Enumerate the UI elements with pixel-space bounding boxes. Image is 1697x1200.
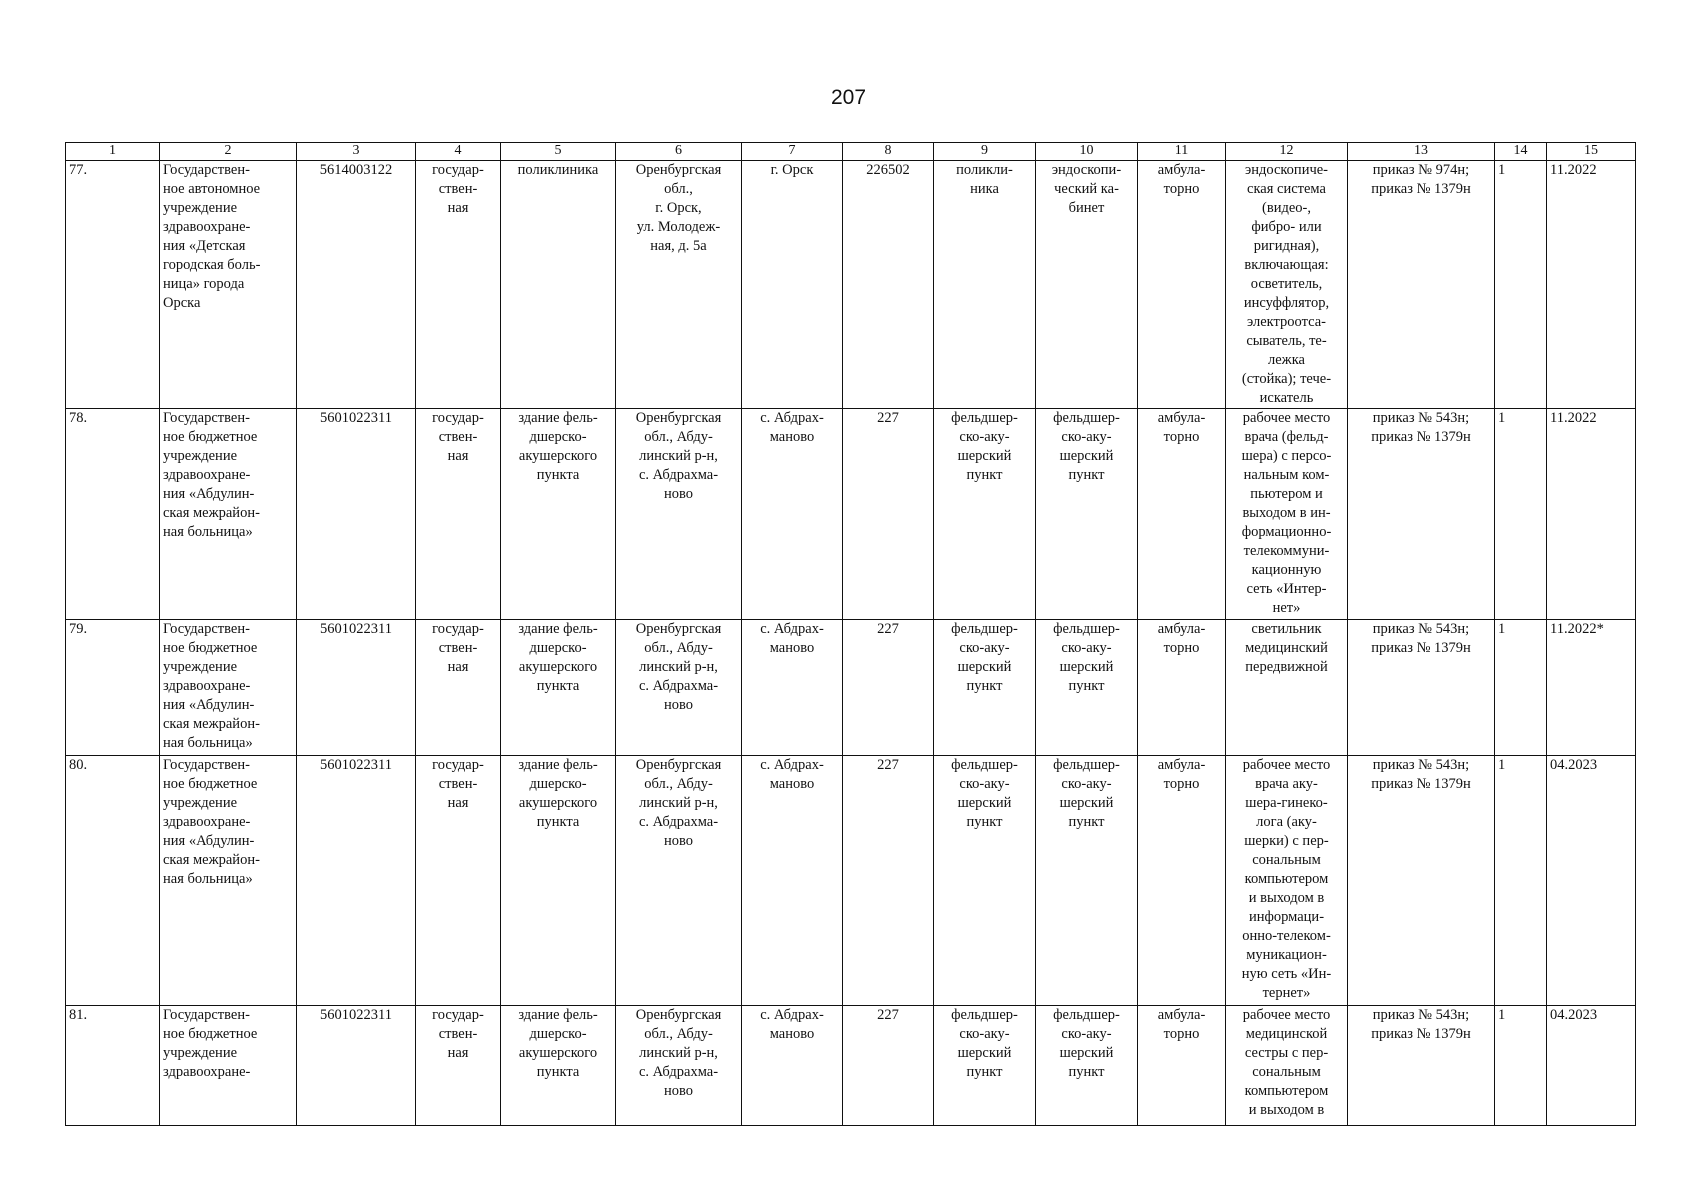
- unit-name-cell: [934, 620, 1036, 756]
- column-header: 13: [1348, 143, 1495, 161]
- room-name: фельдшер- ско-аку- шерский пункт: [1053, 410, 1120, 483]
- table-row: [66, 161, 1636, 409]
- table-row: [66, 756, 1636, 1006]
- inn-code: 5601022311: [320, 410, 392, 426]
- equipment-name-cell: [1226, 756, 1348, 1006]
- delivery-date-cell: [1547, 161, 1636, 409]
- room-name-cell: [1036, 409, 1138, 620]
- room-name-cell: [1036, 756, 1138, 1006]
- ownership-form-cell: [416, 161, 501, 409]
- order-reference-cell: [1348, 409, 1495, 620]
- territory-code-cell: [843, 161, 934, 409]
- quantity-cell: [1495, 1006, 1547, 1126]
- address: Оренбургская обл., Абду- линский р-н, с. Абдрахма- ново: [635, 410, 722, 502]
- territory-code: 227: [877, 621, 899, 637]
- column-number-row: [66, 143, 1636, 161]
- locality: с. Абдрах- маново: [760, 1007, 824, 1042]
- locality-cell: [742, 620, 843, 756]
- care-form: амбула- торно: [1157, 1007, 1206, 1042]
- building-type: поликлиника: [517, 162, 599, 178]
- delivery-date: 11.2022*: [1550, 621, 1604, 637]
- column-header: 11: [1138, 143, 1226, 161]
- column-header: 10: [1036, 143, 1138, 161]
- building-type: здание фель- дшерско- акушерского пункта: [518, 757, 598, 830]
- inn-code: 5601022311: [320, 757, 392, 773]
- order-reference-cell: [1348, 756, 1495, 1006]
- column-header: 12: [1226, 143, 1348, 161]
- table-row: [66, 409, 1636, 620]
- document-table: [65, 142, 1636, 1126]
- room-name: фельдшер- ско-аку- шерский пункт: [1053, 1007, 1120, 1080]
- care-form: амбула- торно: [1157, 621, 1206, 656]
- delivery-date: 04.2023: [1550, 1007, 1598, 1023]
- column-header: 15: [1547, 143, 1636, 161]
- inn-code: 5601022311: [320, 621, 392, 637]
- locality-cell: [742, 409, 843, 620]
- organization-name: Государствен- ное бюджетное учреждение здравоохране- ния «Абдулин- ская межрайон- ная больница»: [163, 621, 260, 751]
- building-type-cell: [501, 620, 616, 756]
- column-header: 14: [1495, 143, 1547, 161]
- table-body: [66, 161, 1636, 1126]
- order-reference: приказ № 543н; приказ № 1379н: [1371, 410, 1471, 445]
- inn-code-cell: [297, 161, 416, 409]
- order-reference-cell: [1348, 161, 1495, 409]
- equipment-name-cell: [1226, 1006, 1348, 1126]
- ownership-form-cell: [416, 1006, 501, 1126]
- locality-cell: [742, 161, 843, 409]
- page-number: 207: [830, 86, 867, 109]
- ownership-form: государ- ствен- ная: [432, 410, 484, 464]
- locality-cell: [742, 1006, 843, 1126]
- organization-name-cell: [160, 161, 297, 409]
- row-number: 80.: [69, 757, 88, 773]
- care-form: амбула- торно: [1157, 757, 1206, 792]
- table-row: [66, 1006, 1636, 1126]
- unit-name: фельдшер- ско-аку- шерский пункт: [951, 410, 1018, 483]
- address: Оренбургская обл., Абду- линский р-н, с. Абдрахма- ново: [635, 757, 722, 849]
- address-cell: [616, 409, 742, 620]
- unit-name-cell: [934, 161, 1036, 409]
- quantity-cell: [1495, 620, 1547, 756]
- equipment-name: рабочее место медицинской сестры с пер- сональным компьютером и выходом в: [1242, 1007, 1331, 1118]
- organization-name-cell: [160, 1006, 297, 1126]
- column-header: 5: [501, 143, 616, 161]
- column-header: 1: [66, 143, 160, 161]
- equipment-name: рабочее место врача аку- шера-гинеко- лога (аку- шерки) с пер- сональным компьютером и выходом в информаци- онно-телеком- муникацион- ную сеть «Ин- тернет»: [1241, 757, 1332, 1001]
- building-type-cell: [501, 409, 616, 620]
- unit-name: фельдшер- ско-аку- шерский пункт: [951, 621, 1018, 694]
- territory-code-cell: [843, 620, 934, 756]
- room-name-cell: [1036, 161, 1138, 409]
- quantity: 1: [1498, 621, 1506, 637]
- care-form-cell: [1138, 620, 1226, 756]
- territory-code-cell: [843, 756, 934, 1006]
- unit-name-cell: [934, 409, 1036, 620]
- column-header: 9: [934, 143, 1036, 161]
- inn-code: 5601022311: [320, 1007, 392, 1023]
- care-form: амбула- торно: [1157, 410, 1206, 445]
- delivery-date-cell: [1547, 1006, 1636, 1126]
- order-reference: приказ № 543н; приказ № 1379н: [1371, 621, 1471, 656]
- organization-name-cell: [160, 620, 297, 756]
- column-header: 7: [742, 143, 843, 161]
- quantity: 1: [1498, 1007, 1506, 1023]
- row-number-cell: [66, 620, 160, 756]
- quantity: 1: [1498, 757, 1506, 773]
- column-header: 2: [160, 143, 297, 161]
- address-cell: [616, 756, 742, 1006]
- locality: г. Орск: [770, 162, 814, 178]
- order-reference-cell: [1348, 1006, 1495, 1126]
- address: Оренбургская обл., г. Орск, ул. Молодеж- ная, д. 5а: [635, 162, 722, 254]
- inn-code-cell: [297, 756, 416, 1006]
- inn-code: 5614003122: [319, 162, 393, 178]
- organization-name: Государствен- ное автономное учреждение здравоохране- ния «Детская городская боль- ница» города Орска: [163, 162, 261, 311]
- care-form-cell: [1138, 409, 1226, 620]
- ownership-form: государ- ствен- ная: [432, 621, 484, 675]
- building-type-cell: [501, 161, 616, 409]
- building-type: здание фель- дшерско- акушерского пункта: [518, 410, 598, 483]
- column-header: 4: [416, 143, 501, 161]
- building-type: здание фель- дшерско- акушерского пункта: [518, 1007, 598, 1080]
- territory-code: 227: [877, 410, 899, 426]
- organization-name: Государствен- ное бюджетное учреждение здравоохране-: [163, 1007, 258, 1080]
- equipment-name-cell: [1226, 409, 1348, 620]
- address-cell: [616, 1006, 742, 1126]
- organization-name-cell: [160, 756, 297, 1006]
- equipment-name-cell: [1226, 161, 1348, 409]
- unit-name-cell: [934, 756, 1036, 1006]
- unit-name: фельдшер- ско-аку- шерский пункт: [951, 757, 1018, 830]
- quantity-cell: [1495, 409, 1547, 620]
- organization-name: Государствен- ное бюджетное учреждение здравоохране- ния «Абдулин- ская межрайон- ная больница»: [163, 410, 260, 540]
- row-number: 77.: [69, 162, 88, 178]
- column-header: 6: [616, 143, 742, 161]
- row-number: 79.: [69, 621, 88, 637]
- delivery-date-cell: [1547, 756, 1636, 1006]
- locality-cell: [742, 756, 843, 1006]
- inn-code-cell: [297, 1006, 416, 1126]
- equipment-name: рабочее место врача (фельд- шера) с персо- нальным ком- пьютером и выходом в ин- формационно- телекоммуни- кационную сеть «Интер- нет»: [1241, 410, 1332, 616]
- territory-code: 226502: [866, 162, 910, 178]
- organization-name-cell: [160, 409, 297, 620]
- delivery-date: 04.2023: [1550, 757, 1598, 773]
- care-form-cell: [1138, 161, 1226, 409]
- row-number: 78.: [69, 410, 88, 426]
- ownership-form-cell: [416, 620, 501, 756]
- care-form: амбула- торно: [1157, 162, 1206, 197]
- address-cell: [616, 161, 742, 409]
- quantity: 1: [1498, 410, 1506, 426]
- room-name-cell: [1036, 620, 1138, 756]
- delivery-date-cell: [1547, 409, 1636, 620]
- care-form-cell: [1138, 1006, 1226, 1126]
- address: Оренбургская обл., Абду- линский р-н, с. Абдрахма- ново: [635, 1007, 722, 1099]
- territory-code-cell: [843, 409, 934, 620]
- locality: с. Абдрах- маново: [760, 410, 824, 445]
- unit-name: фельдшер- ско-аку- шерский пункт: [951, 1007, 1018, 1080]
- room-name-cell: [1036, 1006, 1138, 1126]
- territory-code: 227: [877, 1007, 899, 1023]
- order-reference: приказ № 974н; приказ № 1379н: [1371, 162, 1471, 197]
- locality: с. Абдрах- маново: [760, 757, 824, 792]
- row-number: 81.: [69, 1007, 88, 1023]
- unit-name: поликли- ника: [956, 162, 1013, 197]
- ownership-form: государ- ствен- ная: [432, 162, 484, 216]
- quantity: 1: [1498, 162, 1506, 178]
- building-type-cell: [501, 1006, 616, 1126]
- room-name: фельдшер- ско-аку- шерский пункт: [1053, 621, 1120, 694]
- order-reference: приказ № 543н; приказ № 1379н: [1371, 1007, 1471, 1042]
- care-form-cell: [1138, 756, 1226, 1006]
- ownership-form-cell: [416, 409, 501, 620]
- room-name: эндоскопи- ческий ка- бинет: [1051, 162, 1122, 216]
- delivery-date: 11.2022: [1550, 162, 1597, 178]
- quantity-cell: [1495, 756, 1547, 1006]
- column-header: 8: [843, 143, 934, 161]
- column-header: 3: [297, 143, 416, 161]
- row-number-cell: [66, 1006, 160, 1126]
- quantity-cell: [1495, 161, 1547, 409]
- address: Оренбургская обл., Абду- линский р-н, с. Абдрахма- ново: [635, 621, 722, 713]
- unit-name-cell: [934, 1006, 1036, 1126]
- ownership-form: государ- ствен- ная: [432, 757, 484, 811]
- order-reference: приказ № 543н; приказ № 1379н: [1371, 757, 1471, 792]
- inn-code-cell: [297, 620, 416, 756]
- row-number-cell: [66, 409, 160, 620]
- equipment-name-cell: [1226, 620, 1348, 756]
- delivery-date-cell: [1547, 620, 1636, 756]
- inn-code-cell: [297, 409, 416, 620]
- delivery-date: 11.2022: [1550, 410, 1597, 426]
- table-row: [66, 620, 1636, 756]
- building-type: здание фель- дшерско- акушерского пункта: [518, 621, 598, 694]
- row-number-cell: [66, 756, 160, 1006]
- address-cell: [616, 620, 742, 756]
- row-number-cell: [66, 161, 160, 409]
- ownership-form-cell: [416, 756, 501, 1006]
- locality: с. Абдрах- маново: [760, 621, 824, 656]
- equipment-name: светильник медицинский передвижной: [1245, 621, 1328, 675]
- ownership-form: государ- ствен- ная: [432, 1007, 484, 1061]
- building-type-cell: [501, 756, 616, 1006]
- order-reference-cell: [1348, 620, 1495, 756]
- room-name: фельдшер- ско-аку- шерский пункт: [1053, 757, 1120, 830]
- territory-code-cell: [843, 1006, 934, 1126]
- territory-code: 227: [877, 757, 899, 773]
- equipment-name: эндоскопиче- ская система (видео-, фибро- или ригидная), включающая: осветитель, инсуффлятор, электроотса- сыватель, те- лежка (стойка); тече- искатель: [1241, 162, 1332, 406]
- organization-name: Государствен- ное бюджетное учреждение здравоохране- ния «Абдулин- ская межрайон- ная больница»: [163, 757, 260, 887]
